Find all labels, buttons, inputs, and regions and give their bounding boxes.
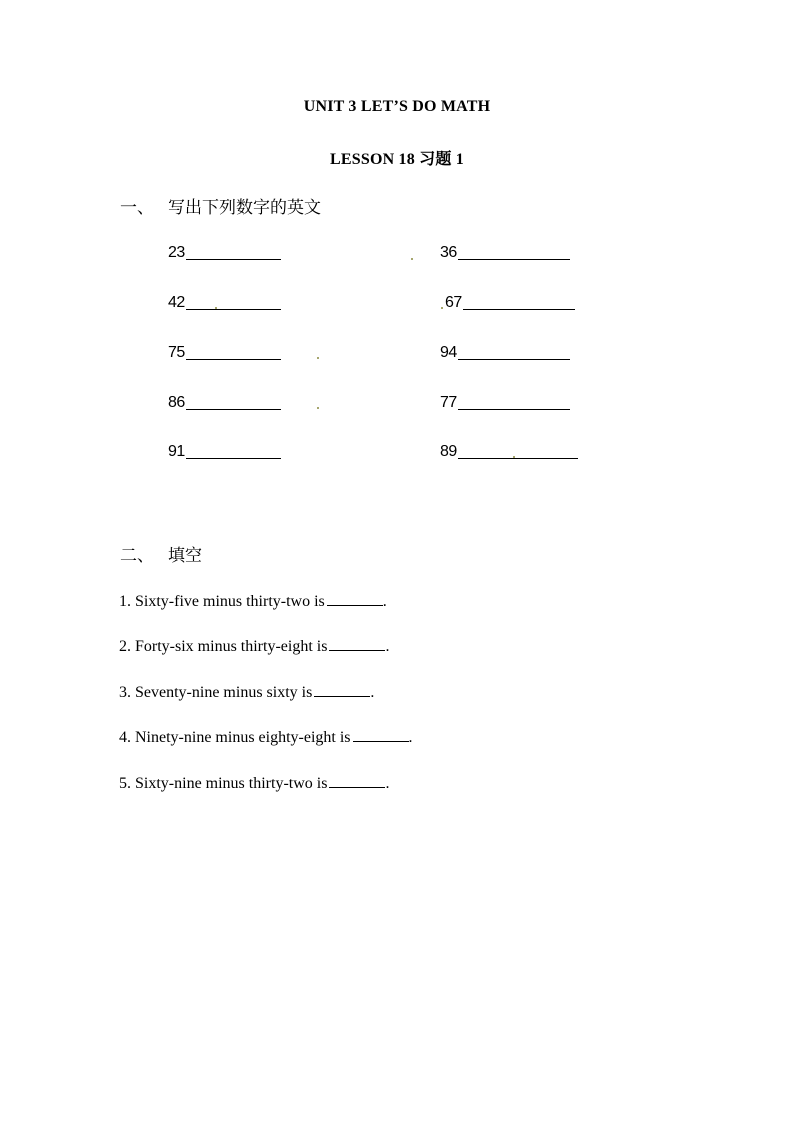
section2-heading-text: 填空	[168, 546, 202, 566]
answer-blank[interactable]	[327, 591, 383, 606]
section2-heading	[120, 541, 202, 566]
scan-speck	[317, 407, 319, 409]
number-value: 86	[168, 394, 185, 411]
number-value: 67	[445, 294, 462, 311]
answer-blank[interactable]	[186, 457, 281, 459]
fill-blank-question: 3. Seventy-nine minus sixty is	[119, 684, 313, 701]
answer-blank[interactable]	[458, 408, 570, 410]
answer-blank[interactable]	[314, 682, 370, 697]
answer-blank[interactable]	[186, 308, 281, 310]
number-item	[168, 244, 281, 262]
number-item	[440, 394, 570, 412]
scan-speck	[441, 307, 443, 309]
fill-blank-item	[119, 773, 389, 793]
section1-marker: 一、	[120, 198, 154, 218]
number-item	[440, 344, 570, 362]
lesson-title: LESSON 18 习题 1	[330, 151, 464, 168]
fill-blank-question: 4. Ninety-nine minus eighty-eight is	[119, 729, 351, 746]
section1-heading-text: 写出下列数字的英文	[168, 198, 321, 218]
fill-blank-item	[119, 682, 374, 702]
answer-blank[interactable]	[186, 408, 281, 410]
answer-blank[interactable]	[329, 773, 385, 788]
end-period: .	[385, 638, 390, 655]
scan-speck	[513, 456, 515, 458]
unit-title: UNIT 3 LET’S DO MATH	[303, 98, 491, 115]
number-item	[440, 443, 578, 461]
number-value: 91	[168, 443, 185, 460]
fill-blank-item	[119, 636, 389, 656]
number-value: 75	[168, 344, 185, 361]
answer-blank[interactable]	[329, 636, 385, 651]
number-value: 94	[440, 344, 457, 361]
answer-blank[interactable]	[458, 457, 578, 459]
fill-blank-question: 5. Sixty-nine minus thirty-two is	[119, 775, 328, 792]
end-period: .	[408, 729, 413, 746]
number-value: 36	[440, 244, 457, 261]
answer-blank[interactable]	[353, 727, 409, 742]
number-value: 23	[168, 244, 185, 261]
fill-blank-item	[119, 591, 387, 611]
number-item	[168, 394, 281, 412]
number-item	[445, 294, 575, 312]
answer-blank[interactable]	[463, 308, 575, 310]
scan-speck	[215, 307, 217, 309]
section1-heading	[120, 193, 321, 218]
number-item	[168, 344, 281, 362]
answer-blank[interactable]	[186, 358, 281, 360]
section2-marker: 二、	[120, 546, 154, 566]
number-item	[440, 244, 570, 262]
number-item	[168, 443, 281, 461]
number-item	[168, 294, 281, 312]
fill-blank-question: 2. Forty-six minus thirty-eight is	[119, 638, 328, 655]
end-period: .	[382, 593, 387, 610]
fill-blank-item	[119, 727, 413, 747]
fill-blank-question: 1. Sixty-five minus thirty-two is	[119, 593, 325, 610]
number-value: 89	[440, 443, 457, 460]
end-period: .	[370, 684, 375, 701]
number-value: 77	[440, 394, 457, 411]
answer-blank[interactable]	[186, 258, 281, 260]
end-period: .	[385, 775, 390, 792]
number-value: 42	[168, 294, 185, 311]
scan-speck	[411, 258, 413, 260]
answer-blank[interactable]	[458, 258, 570, 260]
answer-blank[interactable]	[458, 358, 570, 360]
scan-speck	[317, 357, 319, 359]
